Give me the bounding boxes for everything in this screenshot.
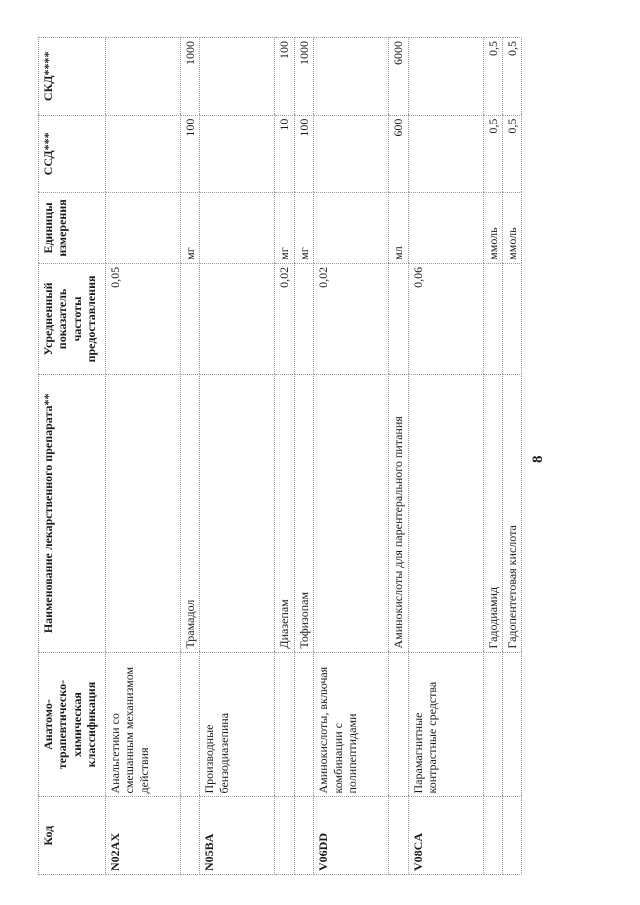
cell-unit: мг bbox=[275, 193, 294, 264]
cell-unit bbox=[200, 193, 275, 264]
cell-unit bbox=[314, 193, 389, 264]
header-skd: СКД**** bbox=[39, 38, 106, 116]
cell-name bbox=[314, 375, 389, 653]
cell-frequency bbox=[502, 263, 521, 374]
cell-skd: 0,5 bbox=[502, 38, 521, 116]
cell-name bbox=[106, 375, 181, 653]
table-row bbox=[502, 38, 521, 875]
cell-frequency bbox=[483, 263, 502, 374]
header-code: Код bbox=[39, 797, 106, 875]
cell-ssd: 100 bbox=[294, 115, 313, 193]
cell-unit: мл bbox=[389, 193, 408, 264]
drug-table bbox=[38, 37, 522, 875]
cell-skd bbox=[408, 38, 483, 116]
header-ssd: ССД*** bbox=[39, 115, 106, 193]
header-name: Наименование лекарственного препарата** bbox=[39, 375, 106, 653]
cell-name: Тофизопам bbox=[294, 375, 313, 653]
table-row bbox=[294, 38, 313, 875]
cell-atc: Аминокислоты, включая комбинации с полипептидами bbox=[314, 652, 389, 797]
cell-atc bbox=[294, 652, 313, 797]
cell-frequency bbox=[294, 263, 313, 374]
table-row-group bbox=[314, 38, 389, 875]
cell-atc bbox=[275, 652, 294, 797]
table-header bbox=[39, 38, 106, 875]
cell-frequency: 0,02 bbox=[314, 263, 389, 374]
cell-atc: Парамагнитные контрастные средства bbox=[408, 652, 483, 797]
cell-skd bbox=[200, 38, 275, 116]
cell-ssd: 0,5 bbox=[483, 115, 502, 193]
cell-atc bbox=[483, 652, 502, 797]
header-unit: Единицы измерения bbox=[39, 193, 106, 264]
table-row bbox=[181, 38, 200, 875]
table-row-group bbox=[200, 38, 275, 875]
cell-skd: 0,5 bbox=[483, 38, 502, 116]
cell-unit: ммоль bbox=[483, 193, 502, 264]
cell-ssd: 0,5 bbox=[502, 115, 521, 193]
cell-unit bbox=[106, 193, 181, 264]
header-atc: Анатомо-терапевтическо-химическая классификация bbox=[39, 652, 106, 797]
cell-unit: ммоль bbox=[502, 193, 521, 264]
cell-ssd bbox=[200, 115, 275, 193]
cell-code bbox=[181, 797, 200, 875]
cell-code bbox=[275, 797, 294, 875]
cell-frequency: 0,02 bbox=[275, 263, 294, 374]
table-row bbox=[275, 38, 294, 875]
cell-frequency bbox=[181, 263, 200, 374]
cell-name: Трамадол bbox=[181, 375, 200, 653]
cell-skd: 100 bbox=[275, 38, 294, 116]
cell-ssd bbox=[106, 115, 181, 193]
cell-ssd bbox=[408, 115, 483, 193]
cell-frequency: 0,06 bbox=[408, 263, 483, 374]
cell-code: N05BA bbox=[200, 797, 275, 875]
cell-code: V08CA bbox=[408, 797, 483, 875]
cell-code bbox=[294, 797, 313, 875]
cell-skd bbox=[314, 38, 389, 116]
cell-unit bbox=[408, 193, 483, 264]
cell-atc bbox=[389, 652, 408, 797]
cell-ssd bbox=[314, 115, 389, 193]
cell-name: Гадопентетовая кислота bbox=[502, 375, 521, 653]
cell-atc: Анальгетики со смешанным механизмом действия bbox=[106, 652, 181, 797]
cell-unit: мг bbox=[294, 193, 313, 264]
cell-ssd: 100 bbox=[181, 115, 200, 193]
cell-skd: 6000 bbox=[389, 38, 408, 116]
cell-code: V06DD bbox=[314, 797, 389, 875]
cell-skd: 1000 bbox=[294, 38, 313, 116]
cell-code: N02AX bbox=[106, 797, 181, 875]
header-row bbox=[39, 38, 106, 875]
cell-frequency: 0,05 bbox=[106, 263, 181, 374]
cell-atc: Производные бензодиазепина bbox=[200, 652, 275, 797]
cell-atc bbox=[181, 652, 200, 797]
cell-skd: 1000 bbox=[181, 38, 200, 116]
cell-frequency bbox=[200, 263, 275, 374]
cell-name bbox=[200, 375, 275, 653]
cell-code bbox=[483, 797, 502, 875]
cell-unit: мг bbox=[181, 193, 200, 264]
page-number: 8 bbox=[530, 455, 546, 463]
cell-name bbox=[408, 375, 483, 653]
table-row-group bbox=[106, 38, 181, 875]
table-row-group bbox=[408, 38, 483, 875]
cell-frequency bbox=[389, 263, 408, 374]
cell-ssd: 600 bbox=[389, 115, 408, 193]
table-row bbox=[483, 38, 502, 875]
cell-code bbox=[502, 797, 521, 875]
cell-name: Аминокислоты для парентерального питания bbox=[389, 375, 408, 653]
cell-skd bbox=[106, 38, 181, 116]
table-row bbox=[389, 38, 408, 875]
header-frequency: Усредненный показатель частоты предоставления bbox=[39, 263, 106, 374]
cell-name: Диазепам bbox=[275, 375, 294, 653]
table-body bbox=[106, 38, 522, 875]
cell-name: Гадодиамид bbox=[483, 375, 502, 653]
cell-atc bbox=[502, 652, 521, 797]
cell-ssd: 10 bbox=[275, 115, 294, 193]
cell-code bbox=[389, 797, 408, 875]
